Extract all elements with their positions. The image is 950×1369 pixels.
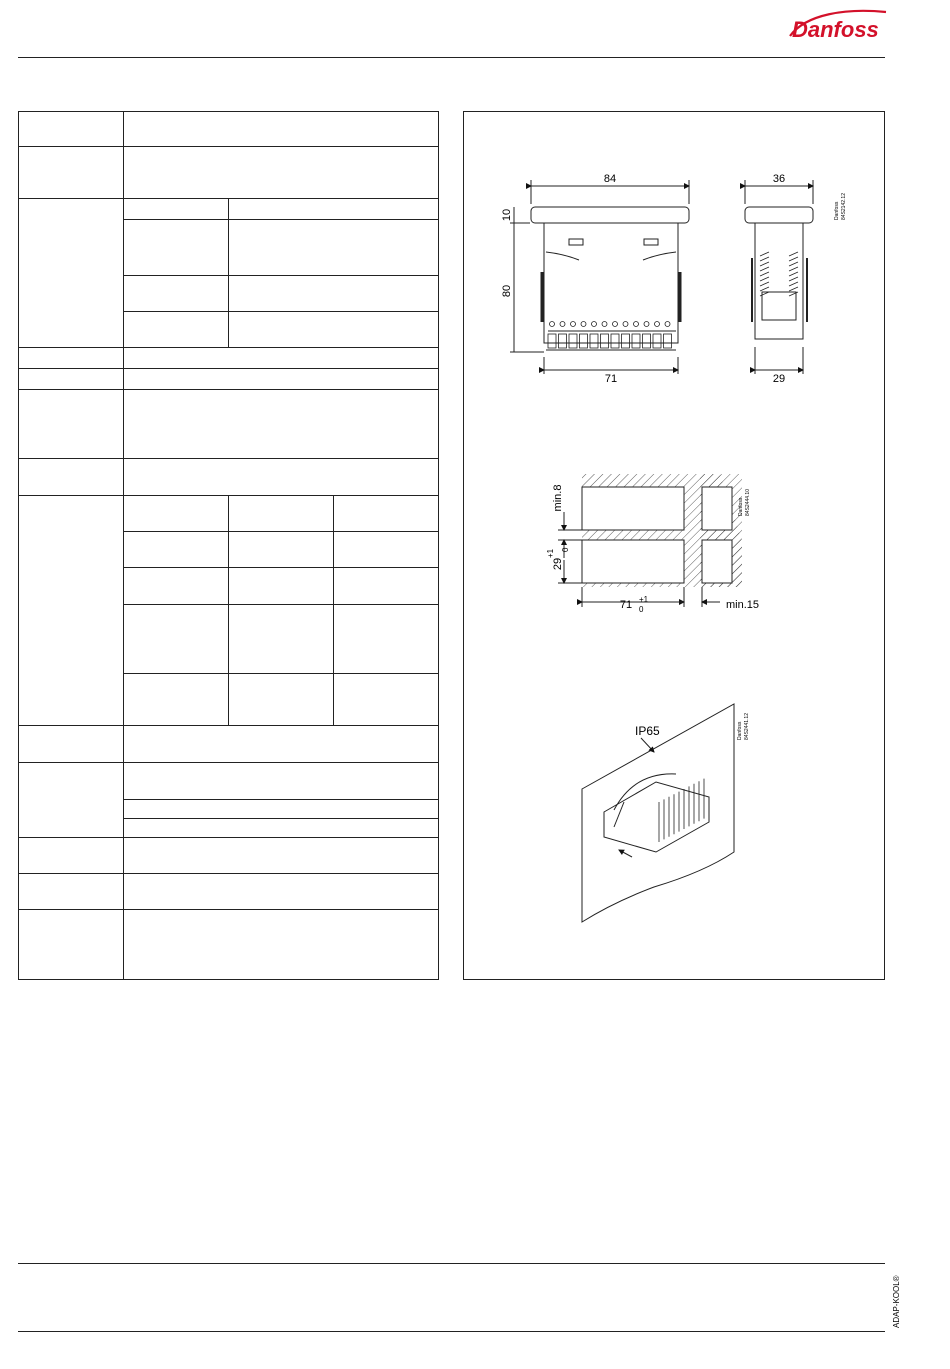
terminal-block: [569, 334, 577, 348]
side-ridge: [789, 257, 798, 261]
dim-side-bottom: 29: [772, 373, 786, 385]
table-cell: [124, 605, 229, 674]
drawing-code-1b: 84S2142.12: [841, 193, 847, 220]
terminal-hole: [581, 322, 586, 327]
table-cell: [229, 532, 334, 568]
figures-drawing: [464, 112, 884, 979]
terminal-hole: [623, 322, 628, 327]
table-cell: [124, 276, 229, 312]
table-row-value: [124, 112, 439, 147]
table-row-value: [124, 838, 439, 874]
side-ridge: [789, 267, 798, 271]
mounting-rating: IP65: [635, 724, 660, 738]
terminal-block: [590, 334, 598, 348]
side-ridge: [789, 287, 798, 291]
table-cell: [229, 276, 439, 312]
terminal-hole: [665, 322, 670, 327]
svg-text:Danfoss: Danfoss: [792, 17, 879, 42]
cutout-drawing: [558, 474, 742, 607]
terminal-block: [653, 334, 661, 348]
table-cell: [229, 605, 334, 674]
side-ridge: [760, 292, 769, 296]
table-cell: [124, 763, 439, 800]
table-cell: [229, 199, 439, 220]
terminal-block: [548, 334, 556, 348]
dimension-drawing: [510, 180, 813, 374]
side-ridge: [760, 252, 769, 256]
table-cell: [124, 819, 439, 838]
side-ridge: [789, 292, 798, 296]
side-ridge: [760, 277, 769, 281]
footer-rule-bottom: [18, 1331, 885, 1332]
table-row-value: [124, 874, 439, 910]
table-row-label: [19, 459, 124, 496]
side-ridges: [760, 252, 798, 296]
terminal-block: [559, 334, 567, 348]
cutout-height-tol-upper: +1: [546, 548, 555, 558]
dim-front-height: 80: [501, 284, 513, 298]
dim-front-top: 10: [501, 208, 513, 222]
table-row-label: [19, 910, 124, 980]
cutout-min-horizontal: min.15: [726, 599, 760, 611]
terminal-block: [632, 334, 640, 348]
table-row-label: [19, 369, 124, 390]
header-rule: [18, 57, 885, 58]
table-cell: [229, 496, 334, 532]
series-text: ADAP-KOOL®: [892, 1275, 901, 1328]
terminal-block: [580, 334, 588, 348]
terminal-hole: [634, 322, 639, 327]
spec-table: [18, 111, 439, 980]
footer-rule-top: [18, 1263, 885, 1264]
table-row-value: [124, 726, 439, 763]
table-cell: [124, 199, 229, 220]
drawing-code-2a: Danfoss: [738, 497, 744, 516]
terminal-block: [611, 334, 619, 348]
drawing-code-2b: 84S2444.10: [745, 489, 751, 516]
table-cell: [229, 312, 439, 348]
table-row-label: [19, 199, 124, 348]
table-row-label: [19, 874, 124, 910]
terminal-block: [622, 334, 630, 348]
table-cell: [334, 496, 439, 532]
drawing-code-3a: Danfoss: [737, 721, 743, 740]
table-cell: [334, 532, 439, 568]
table-cell: [124, 800, 439, 819]
terminal-hole: [592, 322, 597, 327]
dim-side-width: 36: [772, 173, 786, 185]
side-ridge: [760, 262, 769, 266]
side-ridge: [789, 262, 798, 266]
danfoss-logo: [786, 6, 890, 46]
table-row-label: [19, 147, 124, 199]
table-cell: [229, 568, 334, 605]
terminal-hole: [613, 322, 618, 327]
table-row-label: [19, 112, 124, 147]
terminal-hole: [644, 322, 649, 327]
cutout-height-tol-lower: 0: [561, 547, 570, 552]
cutout-min-vertical: min.8: [552, 484, 564, 512]
series-label: [890, 1264, 902, 1328]
table-cell: [229, 220, 439, 276]
table-row-label: [19, 726, 124, 763]
side-ridge: [760, 282, 769, 286]
terminal-hole: [655, 322, 660, 327]
side-ridge: [760, 257, 769, 261]
table-cell: [124, 220, 229, 276]
table-row-label: [19, 390, 124, 459]
drawing-code-3b: 84S2441.12: [744, 713, 750, 740]
side-ridge: [760, 272, 769, 276]
table-row-value: [124, 910, 439, 980]
table-cell: [229, 674, 334, 726]
terminal-hole: [602, 322, 607, 327]
terminal-block: [643, 334, 651, 348]
cutout-width: 71: [619, 599, 633, 611]
table-cell: [334, 605, 439, 674]
table-row-value: [124, 369, 439, 390]
table-row-value: [124, 459, 439, 496]
table-row-label: [19, 763, 124, 838]
table-cell: [124, 312, 229, 348]
terminal-block: [601, 334, 609, 348]
dim-front-bottom: 71: [604, 373, 618, 385]
drawing-code-1a: Danfoss: [834, 201, 840, 220]
terminal-hole: [550, 322, 555, 327]
table-cell: [334, 674, 439, 726]
cutout-width-tol-upper: +1: [639, 595, 649, 604]
table-row-label: [19, 838, 124, 874]
table-row-value: [124, 348, 439, 369]
dim-front-width: 84: [603, 173, 617, 185]
cutout-width-tol-lower: 0: [639, 605, 644, 614]
side-ridge: [789, 272, 798, 276]
terminal-hole: [560, 322, 565, 327]
table-row-value: [124, 147, 439, 199]
terminal-hole: [571, 322, 576, 327]
side-ridge: [760, 287, 769, 291]
side-ridge: [789, 282, 798, 286]
terminal-block: [664, 334, 672, 348]
table-cell: [124, 568, 229, 605]
table-cell: [124, 496, 229, 532]
table-row-label: [19, 496, 124, 726]
table-cell: [334, 568, 439, 605]
table-row-label: [19, 348, 124, 369]
table-cell: [124, 532, 229, 568]
terminal-circles: [548, 322, 672, 349]
side-ridge: [789, 252, 798, 256]
cutout-height: 29: [552, 557, 564, 571]
side-ridge: [760, 267, 769, 271]
side-ridge: [789, 277, 798, 281]
figures-panel: [463, 111, 885, 980]
table-row-value: [124, 390, 439, 459]
table-cell: [124, 674, 229, 726]
